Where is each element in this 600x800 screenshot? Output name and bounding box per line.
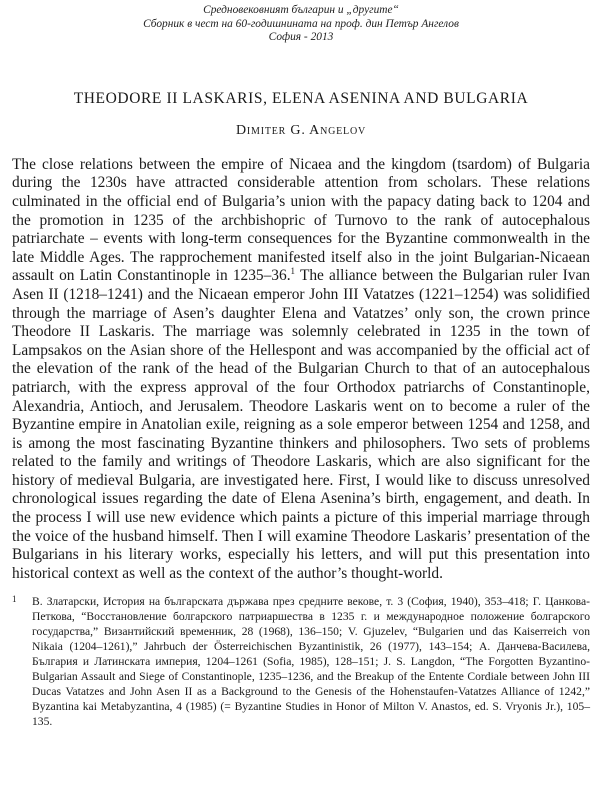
footnote-number: 1 xyxy=(12,594,17,605)
body-text-after-note: The alliance between the Bulgarian ruler Ivan Asen II (1218–1241) and the Nicaean emperor John III Vatatzes (1221–1254) was solidified through the marriage of Asen’s daughter Elena and Vatatzes’ only son, the crown prince Theodore II Laskaris. The marriage was solemnly celebrated in 1235 in the town of Lampsakos on the Asian shore of the Hellespont and was accompanied by the official act of the elevation of the rank of the head of the Bulgarian Church to that of an autocephalous patriarch, with the express approval of the four Orthodox patriarchs of Constantinople, Alexandria, Antioch, and Jerusalem. Theodore Laskaris went on to become a ruler of the Byzantine empire in Anatolian exile, reigning as a sole emperor between 1254 and 1258, and is among the most fascinating Byzantine thinkers and philosophers. Two sets of problems related to the family and writings of Theodore Laskaris, which are also significant for the history of medieval Bulgaria, are investigated here. First, I would like to discuss unresolved chronological issues regarding the date of Elena Asenina’s birth, engagement, and death. In the process I will use new evidence which paints a picture of this imperial marriage through the voice of the husband himself. Then I will examine Theodore Laskaris’ presentation of the Bulgarians in his literary works, especially his letters, and will put this presentation into historical context as well as the context of the author’s thought-world. xyxy=(12,267,590,582)
article-body xyxy=(12,156,590,584)
article-author: Dimiter G. Angelov xyxy=(235,122,366,138)
body-paragraph xyxy=(12,156,590,584)
body-text-before-note: The close relations between the empire of Nicaea and the kingdom (tsardom) of Bulgaria during the 1230s have attracted considerable attention from scholars. These relations culminated in the official end of Bulgaria’s union with the papacy dating back to 1204 and the promotion in 1235 of the archbishopric of Turnovo to the rank of autocephalous patriarchate – events with long-term consequences for the Byzantine commonwealth in the late Middle Ages. The rapprochement manifested itself also in the joint Bulgarian-Nicaean assault on Latin Constantinople in 1235–36. xyxy=(12,155,590,285)
running-head-series-title: Средновековният българин и „другите“ xyxy=(203,4,399,16)
article-title: THEODORE II LASKARIS, ELENA ASENINA AND BULGARIA xyxy=(73,89,529,107)
running-head-place-year: София - 2013 xyxy=(268,31,334,44)
running-head xyxy=(12,4,590,45)
footnote-1 xyxy=(12,595,590,729)
footnote-reference-1[interactable]: 1 xyxy=(290,266,296,277)
footnote-text: В. Златарски, История на българската държава през средните векове, т. 3 (София, 1940), 353–418; Г. Цанкова-Петкова, “Восстановление болгарского патриаршества в 1235 г. и международное положение болгарского государства,” Византийский временник, 28 (1968), 136–150; V. Gjuzelev, “Bulgarien und das Kaiserreich von Nikaia (1204–1261),” Jahrbuch der Österreichischen Byzantinistik, 26 (1977), 143–154; А. Данчева-Василева, България и Латинската империя, 1204–1261 (Sofia, 1985), 128–151; J. S. Langdon, “The Forgotten Byzantino-Bulgarian Assault and Siege of Constantinople, 1235–1236, and the Breakup of the Entente Cordiale between John III Ducas Vatatzes and John Asen II as a Background to the Genesis of the Hohenstaufen-Vatatzes Alliance of 1242,” Byzantina kai Metabyzantina, 4 (1985) (= Byzantine Studies in Honor of Milton V. Anastos, ed. S. Vryonis Jr.), 105–135. xyxy=(32,595,590,728)
footnotes-section xyxy=(12,595,590,729)
running-head-volume-subtitle: Сборник в чест на 60-годишнината на проф. дин Петър Ангелов xyxy=(143,17,459,30)
